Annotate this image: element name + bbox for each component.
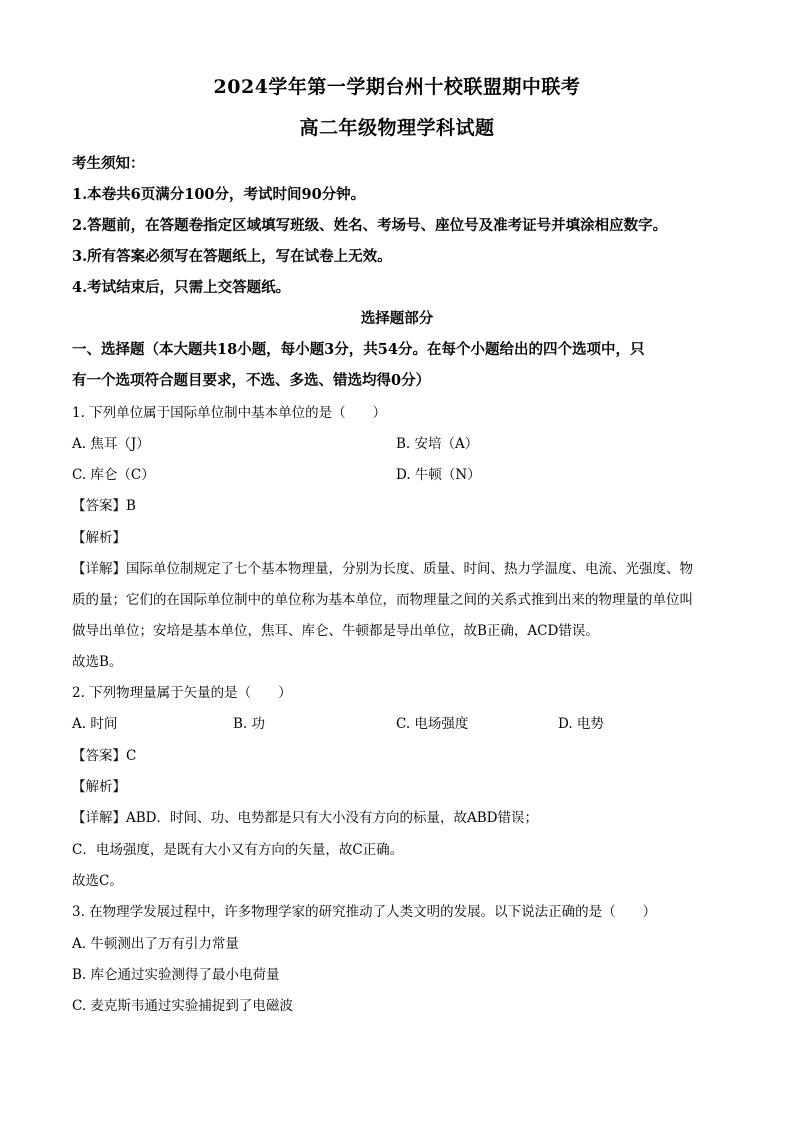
question-2-option-a: A. 时间 (72, 716, 118, 732)
question-1-option-a: A. 焦耳（J） (72, 436, 150, 452)
question-3-option-b: B. 库仑通过实验测得了最小电荷量 (72, 967, 280, 983)
section-instruction-line2: 有一个选项符合题目要求，不选、多选、错选均得0分） (72, 372, 431, 389)
question-2-conclusion: 故选C。 (72, 873, 123, 889)
notice-item-2: 2.答题前，在答题卷指定区域填写班级、姓名、考场号、座位号及准考证号并填涂相应数字。 (72, 217, 668, 234)
exam-subtitle: 高二年级物理学科试题 (299, 117, 495, 139)
notice-item-3: 3.所有答案必须写在答题纸上，写在试卷上无效。 (72, 248, 392, 265)
section-instruction-line1: 一、选择题（本大题共18小题，每小题3分，共54分。在每个小题给出的四个选项中，只 (72, 341, 645, 358)
question-1-stem: 1. 下列单位属于国际单位制中基本单位的是（ ） (72, 405, 387, 421)
question-1-detail-line-3: 做导出单位；安培是基本单位，焦耳、库仑、牛顿都是导出单位，故B正确，ACD错误。 (72, 623, 599, 639)
question-1-answer: 【答案】B (72, 498, 136, 514)
question-1-conclusion: 故选B。 (72, 654, 123, 670)
question-1-option-d: D. 牛顿（N） (396, 467, 481, 483)
question-1-detail-line-2: 质的量；它们的在国际单位制中的单位称为基本单位，而物理量之间的关系式推到出来的物理量的单位叫 (72, 592, 693, 608)
question-1-detail-line-1: 【详解】国际单位制规定了七个基本物理量，分别为长度、质量、时间、热力学温度、电流、光强度、物 (72, 561, 693, 577)
question-2-detail-line-1: 【详解】ABD．时间、功、电势都是只有大小没有方向的标量，故ABD错误； (72, 810, 538, 826)
question-3-option-c: C. 麦克斯韦通过实验捕捉到了电磁波 (72, 998, 293, 1014)
question-2-option-c: C. 电场强度 (396, 716, 469, 732)
question-2-answer: 【答案】C (72, 748, 137, 764)
notice-item-1: 1.本卷共6页满分100分，考试时间90分钟。 (72, 186, 366, 203)
question-2-detail-line-2: C．电场强度，是既有大小又有方向的矢量，故C正确。 (72, 842, 404, 858)
question-1-analysis-label: 【解析】 (72, 530, 126, 546)
question-2-option-d: D. 电势 (558, 716, 604, 732)
question-3-option-a: A. 牛顿测出了万有引力常量 (72, 936, 239, 952)
question-1-option-c: C. 库仑（C） (72, 467, 155, 483)
question-2-analysis-label: 【解析】 (72, 779, 126, 795)
question-3-stem: 3. 在物理学发展过程中，许多物理学家的研究推动了人类文明的发展。以下说法正确的是（ ） (72, 904, 657, 920)
exam-title: 2024学年第一学期台州十校联盟期中联考 (213, 76, 581, 98)
question-1-option-b: B. 安培（A） (396, 436, 479, 452)
notice-item-4: 4.考试结束后，只需上交答题纸。 (72, 279, 291, 296)
question-2-option-b: B. 功 (233, 716, 266, 732)
question-2-stem: 2. 下列物理量属于矢量的是（ ） (72, 685, 292, 701)
section-title: 选择题部分 (360, 310, 434, 327)
notice-heading: 考生须知： (72, 155, 145, 172)
